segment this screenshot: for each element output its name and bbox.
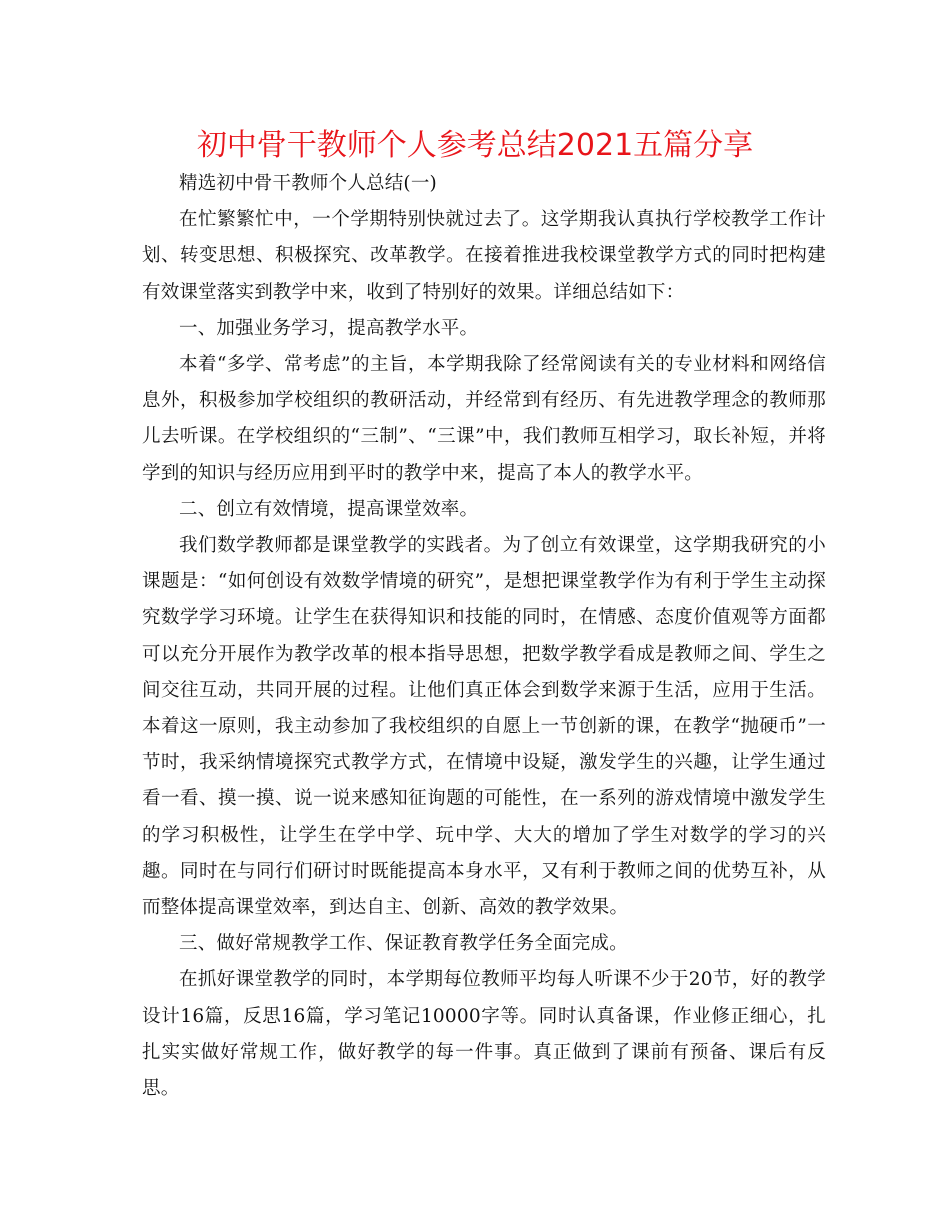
- section-heading-1: 一、加强业务学习，提高教学水平。: [179, 317, 479, 339]
- document-title: 初中骨干教师个人参考总结2021五篇分享: [196, 128, 754, 163]
- paragraph-subtitle: 精选初中骨干教师个人总结(一): [179, 173, 437, 194]
- paragraph-intro: 在忙繁繁忙中，一个学期特别快就过去了。这学期我认真执行学校教学工作计划、转变思想、积极探究、改革教学。在接着推进我校课堂教学方式的同时把构建有效课堂落实到教学中来，收到了特别好的效果。详细总结如下：: [142, 209, 826, 303]
- document-body: [142, 166, 826, 1107]
- paragraph-section-1: 本着“多学、常考虑”的主旨，本学期我除了经常阅读有关的专业材料和网络信息外，积极参加学校组织的教研活动，并经常到有经历、有先进教学理念的教师那儿去听课。在学校组织的“三制”、“三课”中，我们教师互相学习，取长补短，并将学到的知识与经历应用到平时的教学中来，提高了本人的教学水平。: [142, 354, 826, 484]
- paragraph-section-2: 我们数学教师都是课堂教学的实践者。为了创立有效课堂，这学期我研究的小课题是：“如何创设有效数学情境的研究”，是想把课堂教学作为有利于学生主动探究数学学习环境。让学生在获得知识和技能的同时，在情感、态度价值观等方面都可以充分开展作为教学改革的根本指导思想，把数学教学看成是教师之间、学生之间交往互动，共同开展的过程。让他们真正体会到数学来源于生活，应用于生活。本着这一原则，我主动参加了我校组织的自愿上一节创新的课，在教学“抛硬币”一节时，我采纳情境探究式教学方式，在情境中设疑，激发学生的兴趣，让学生通过看一看、摸一摸、说一说来感知征询题的可能性，在一系列的游戏情境中激发学生的学习积极性，让学生在学中学、玩中学、大大的增加了学生对数学的学习的兴趣。同时在与同行们研讨时既能提高本身水平，又有利于教师之间的优势互补，从而整体提高课堂效率，到达自主、创新、高效的教学效果。: [142, 535, 826, 919]
- paragraph-section-3: 在抓好课堂教学的同时，本学期每位教师平均每人听课不少于20节，好的教学设计16篇，反思16篇，学习笔记10000字等。同时认真备课，作业修正细心，扎扎实实做好常规工作，做好教学的每一件事。真正做到了课前有预备、课后有反思。: [142, 969, 826, 1100]
- section-heading-2: 二、创立有效情境，提高课堂效率。: [179, 498, 479, 520]
- section-heading-3: 三、做好常规教学工作、保证教育教学任务全面完成。: [179, 933, 628, 955]
